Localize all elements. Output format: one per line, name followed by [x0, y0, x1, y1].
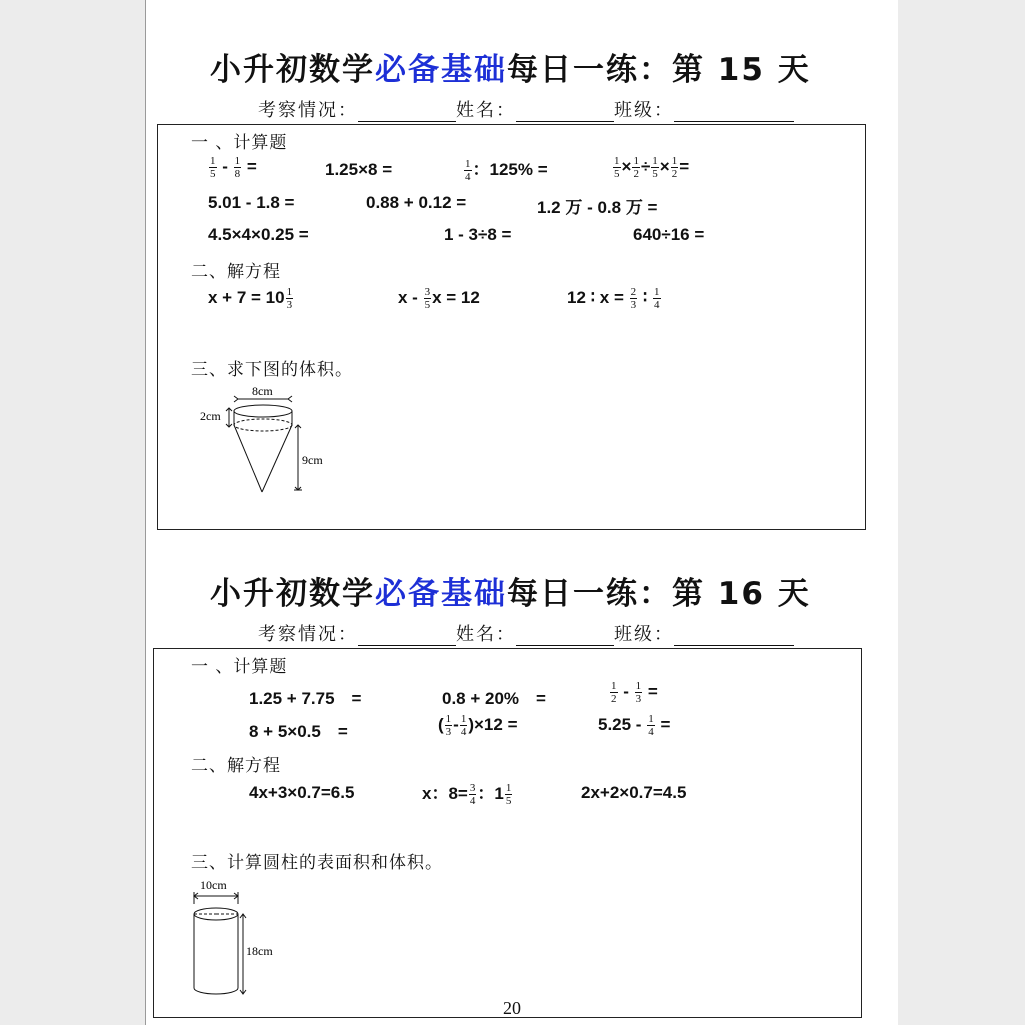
day16-calc-2: 0.8 + 20% = [442, 689, 546, 708]
class-blank[interactable] [674, 103, 794, 122]
class-label: 班级： [614, 624, 674, 645]
day15-equation-2: x - $\frac{3}{5}$ x = 12 [398, 286, 480, 311]
class-blank[interactable] [674, 627, 794, 646]
day16-equation-1: 4x+3×0.7=6.5 [249, 783, 355, 802]
day16-info-line [258, 620, 794, 646]
day15-calc-7: 1.2 万 - 0.8 万 = [537, 198, 658, 217]
page-number: 20 [503, 998, 521, 1018]
fraction: $\frac{1}{5}$ [505, 782, 512, 808]
fraction: $\frac{3}{5}$ [424, 286, 431, 311]
fraction: $\frac{1}{2}$ [633, 155, 639, 180]
class-label: 班级： [614, 100, 674, 121]
day15-info-line [258, 96, 794, 122]
cylinder-height-label: 18cm [246, 944, 273, 958]
day16-equation-3: 2x+2×0.7=4.5 [581, 783, 687, 802]
day15-section-equation: 二、解方程 [191, 262, 281, 282]
day15-calc-8: 4.5×4×0.25 = [208, 225, 309, 244]
day16-calc-3: $\frac{1}{2}$ - $\frac{1}{3}$ = [611, 680, 658, 705]
day15-title [210, 44, 811, 89]
fraction: $\frac{1}{5}$ [614, 155, 620, 180]
fraction: $\frac{1}{2}$ [611, 680, 617, 705]
fraction: $\frac{1}{8}$ [234, 155, 241, 180]
fraction: $\frac{1}{4}$ [465, 158, 471, 184]
day16-calc-6: 5.25 - $\frac{1}{4}$ = [598, 713, 671, 738]
day16-calc-5: ( $\frac{1}{3}$ - $\frac{1}{4}$ )×12 = [438, 713, 518, 738]
cylinder-diameter-label: 10cm [200, 878, 227, 892]
cylinder-cone-figure [196, 380, 336, 500]
title-part: 每日一练：第 16 天 [507, 576, 811, 612]
name-label: 姓名： [456, 100, 516, 121]
day15-calc-3: $\frac{1}{4}$ ：125% = [465, 158, 548, 184]
name-label: 姓名： [456, 624, 516, 645]
fraction: $\frac{1}{3}$ [635, 680, 642, 705]
day15-calc-5: 5.01 - 1.8 = [208, 193, 295, 212]
fraction: $\frac{1}{4}$ [460, 713, 467, 738]
name-blank[interactable] [516, 103, 614, 122]
title-part: 小升初数学 [210, 576, 375, 612]
cone-height-label: 9cm [302, 453, 323, 467]
day15-equation-1: x + 7 = 10 $\frac{1}{3}$ [208, 286, 293, 311]
day15-calc-1: $\frac{1}{5}$ - $\frac{1}{8}$ = [210, 155, 257, 180]
fraction: $\frac{1}{2}$ [671, 155, 678, 180]
fraction: $\frac{1}{5}$ [652, 155, 658, 180]
exam-status-label: 考察情况： [258, 100, 358, 121]
title-highlight: 必备基础 [375, 52, 507, 88]
title-highlight: 必备基础 [375, 576, 507, 612]
day16-section-calc: 一 、计算题 [191, 657, 288, 677]
title-part: 小升初数学 [210, 52, 375, 88]
cylinder-height-label: 2cm [200, 409, 221, 423]
title-part: 每日一练：第 15 天 [507, 52, 811, 88]
day15-equation-3: 12 ∶ x = $\frac{2}{3}$ ∶ $\frac{1}{4}$ [567, 286, 660, 311]
exam-status-blank[interactable] [358, 627, 456, 646]
day16-section-cylinder: 三、计算圆柱的表面积和体积。 [191, 853, 443, 873]
day16-calc-4: 8 + 5×0.5 = [249, 722, 348, 741]
day15-calc-2: 1.25×8 = [325, 160, 393, 179]
day15-calc-10: 640÷16 = [633, 225, 705, 244]
name-blank[interactable] [516, 627, 614, 646]
fraction: $\frac{1}{4}$ [654, 286, 660, 311]
day15-calc-4: $\frac{1}{5}$ × $\frac{1}{2}$ ÷ $\frac{1}{5}$ × $\frac{1}{2}$ = [614, 155, 690, 180]
top-diameter-label: 8cm [252, 384, 273, 398]
fraction: $\frac{1}{5}$ [210, 155, 216, 180]
day16-calc-1: 1.25 + 7.75 = [249, 689, 362, 708]
day15-section-volume: 三、求下图的体积。 [191, 360, 353, 380]
day16-title [210, 568, 811, 613]
fraction: $\frac{1}{3}$ [286, 286, 293, 311]
fraction: $\frac{1}{3}$ [445, 713, 452, 738]
exam-status-blank[interactable] [358, 103, 456, 122]
day15-calc-6: 0.88 + 0.12 = [366, 193, 467, 212]
fraction: $\frac{2}{3}$ [630, 286, 637, 311]
fraction: $\frac{3}{4}$ [469, 782, 476, 808]
cylinder-figure [186, 874, 286, 1002]
day15-section-calc: 一 、计算题 [191, 133, 288, 153]
day16-equation-2: x：8= $\frac{3}{4}$ ：1 $\frac{1}{5}$ [422, 782, 512, 808]
day15-calc-9: 1 - 3÷8 = [444, 225, 512, 244]
exam-status-label: 考察情况： [258, 624, 358, 645]
day16-section-equation: 二、解方程 [191, 756, 281, 776]
fraction: $\frac{1}{4}$ [648, 713, 654, 738]
